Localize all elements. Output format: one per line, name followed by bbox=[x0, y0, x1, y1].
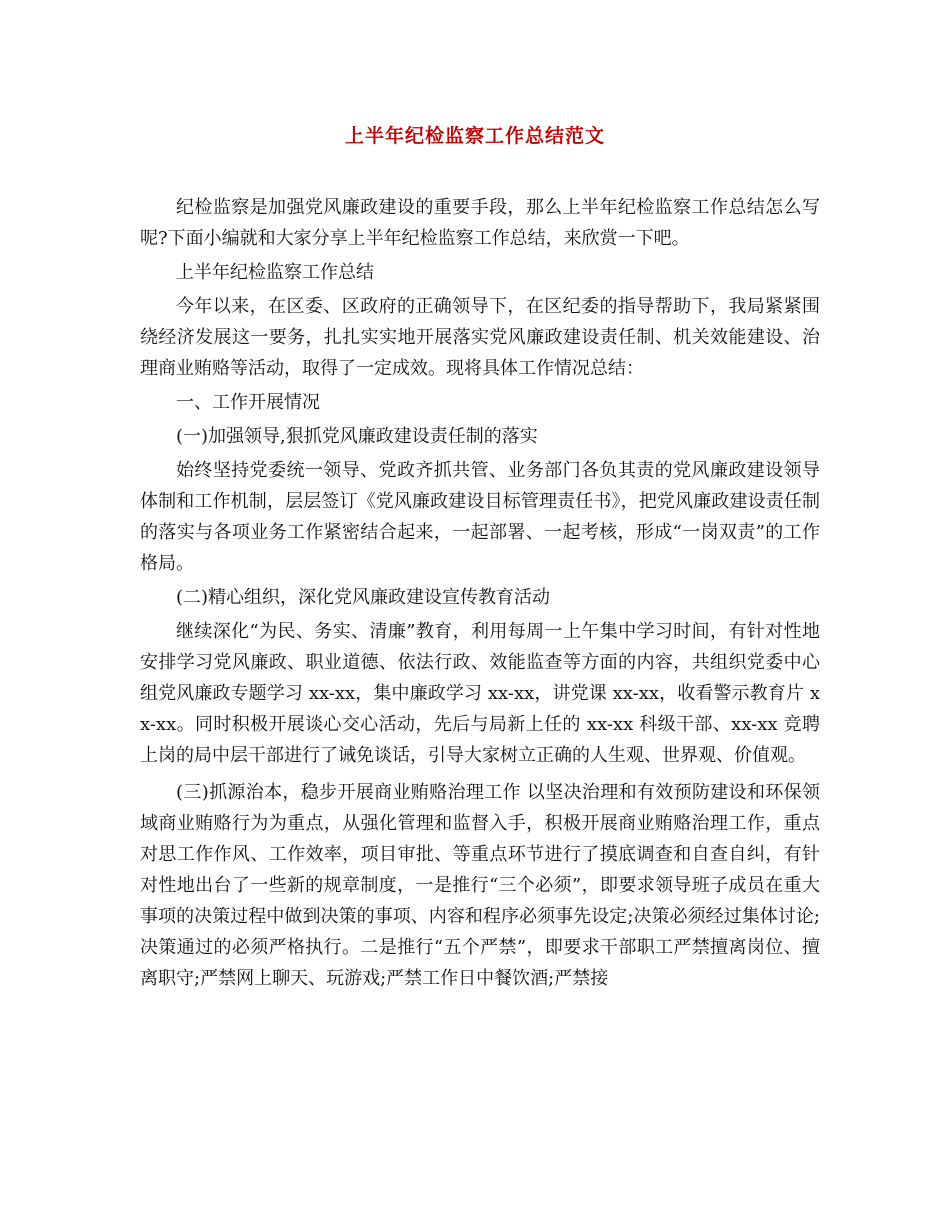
document-title: 上半年纪检监察工作总结范文 bbox=[344, 125, 605, 147]
paragraph-leadership: 始终坚持党委统一领导、党政齐抓共管、业务部门各负其责的党风廉政建设领导体制和工作机制，层层签订《党风廉政建设目标管理责任书》，把党风廉政建设责任制的落实与各项业务工作紧密结合起来，一起部署、一起考核，形成“一岗双责”的工作格局。 bbox=[140, 460, 820, 574]
paragraph-overview: 今年以来，在区委、区政府的正确领导下，在区纪委的指导帮助下，我局紧紧围绕经济发展这一要务，扎扎实实地开展落实党风廉政建设责任制、机关效能建设、治理商业贿赂等活动，取得了一定成效。现将具体工作情况总结： bbox=[140, 296, 820, 379]
paragraph-education: 继续深化“为民、务实、清廉”教育，利用每周一上午集中学习时间，有针对性地安排学习党风廉政、职业道德、依法行政、效能监查等方面的内容，共组织党委中心组党风廉政专题学习 xx-xx，集中廉政学习 xx-xx，讲党课 xx-xx，收看警示教育片 xx-xx。同时积极开展谈心交心活动，先后与局新上任的 xx-xx 科级干部、xx-xx 竞聘上岗的局中层干部进行了诫免谈话，引导大家树立正确的人生观、世界观、价值观。 bbox=[140, 621, 820, 766]
section-heading-1: 一、工作开展情况 bbox=[176, 392, 320, 413]
subsection-heading-1: (一)加强领导,狠抓党风廉政建设责任制的落实 bbox=[176, 426, 538, 447]
paragraph-intro: 纪检监察是加强党风廉政建设的重要手段，那么上半年纪检监察工作总结怎么写呢?下面小编就和大家分享上半年纪检监察工作总结，来欣赏一下吧。 bbox=[140, 197, 820, 249]
subsection-heading-2: (二)精心组织，深化党风廉政建设宣传教育活动 bbox=[176, 587, 551, 608]
paragraph-bribery-governance: (三)抓源治本，稳步开展商业贿赂治理工作 以坚决治理和有效预防建设和环保领域商业贿赂行为为重点，从强化管理和监督入手，积极开展商业贿赂治理工作，重点对思工作作风、工作效率，项目审批、等重点环节进行了摸底调查和自查自纠，有针对性地出台了一些新的规章制度，一是推行“三个必须”，即要求领导班子成员在重大事项的决策过程中做到决策的事项、内容和程序必须事先设定;决策必须经过集体讨论;决策通过的必须严格执行。二是推行“五个严禁”，即要求干部职工严禁擅离岗位、擅离职守;严禁网上聊天、玩游戏;严禁工作日中餐饮酒;严禁接 bbox=[140, 782, 820, 989]
document-body bbox=[140, 192, 820, 997]
paragraph-subtitle: 上半年纪检监察工作总结 bbox=[176, 262, 374, 283]
